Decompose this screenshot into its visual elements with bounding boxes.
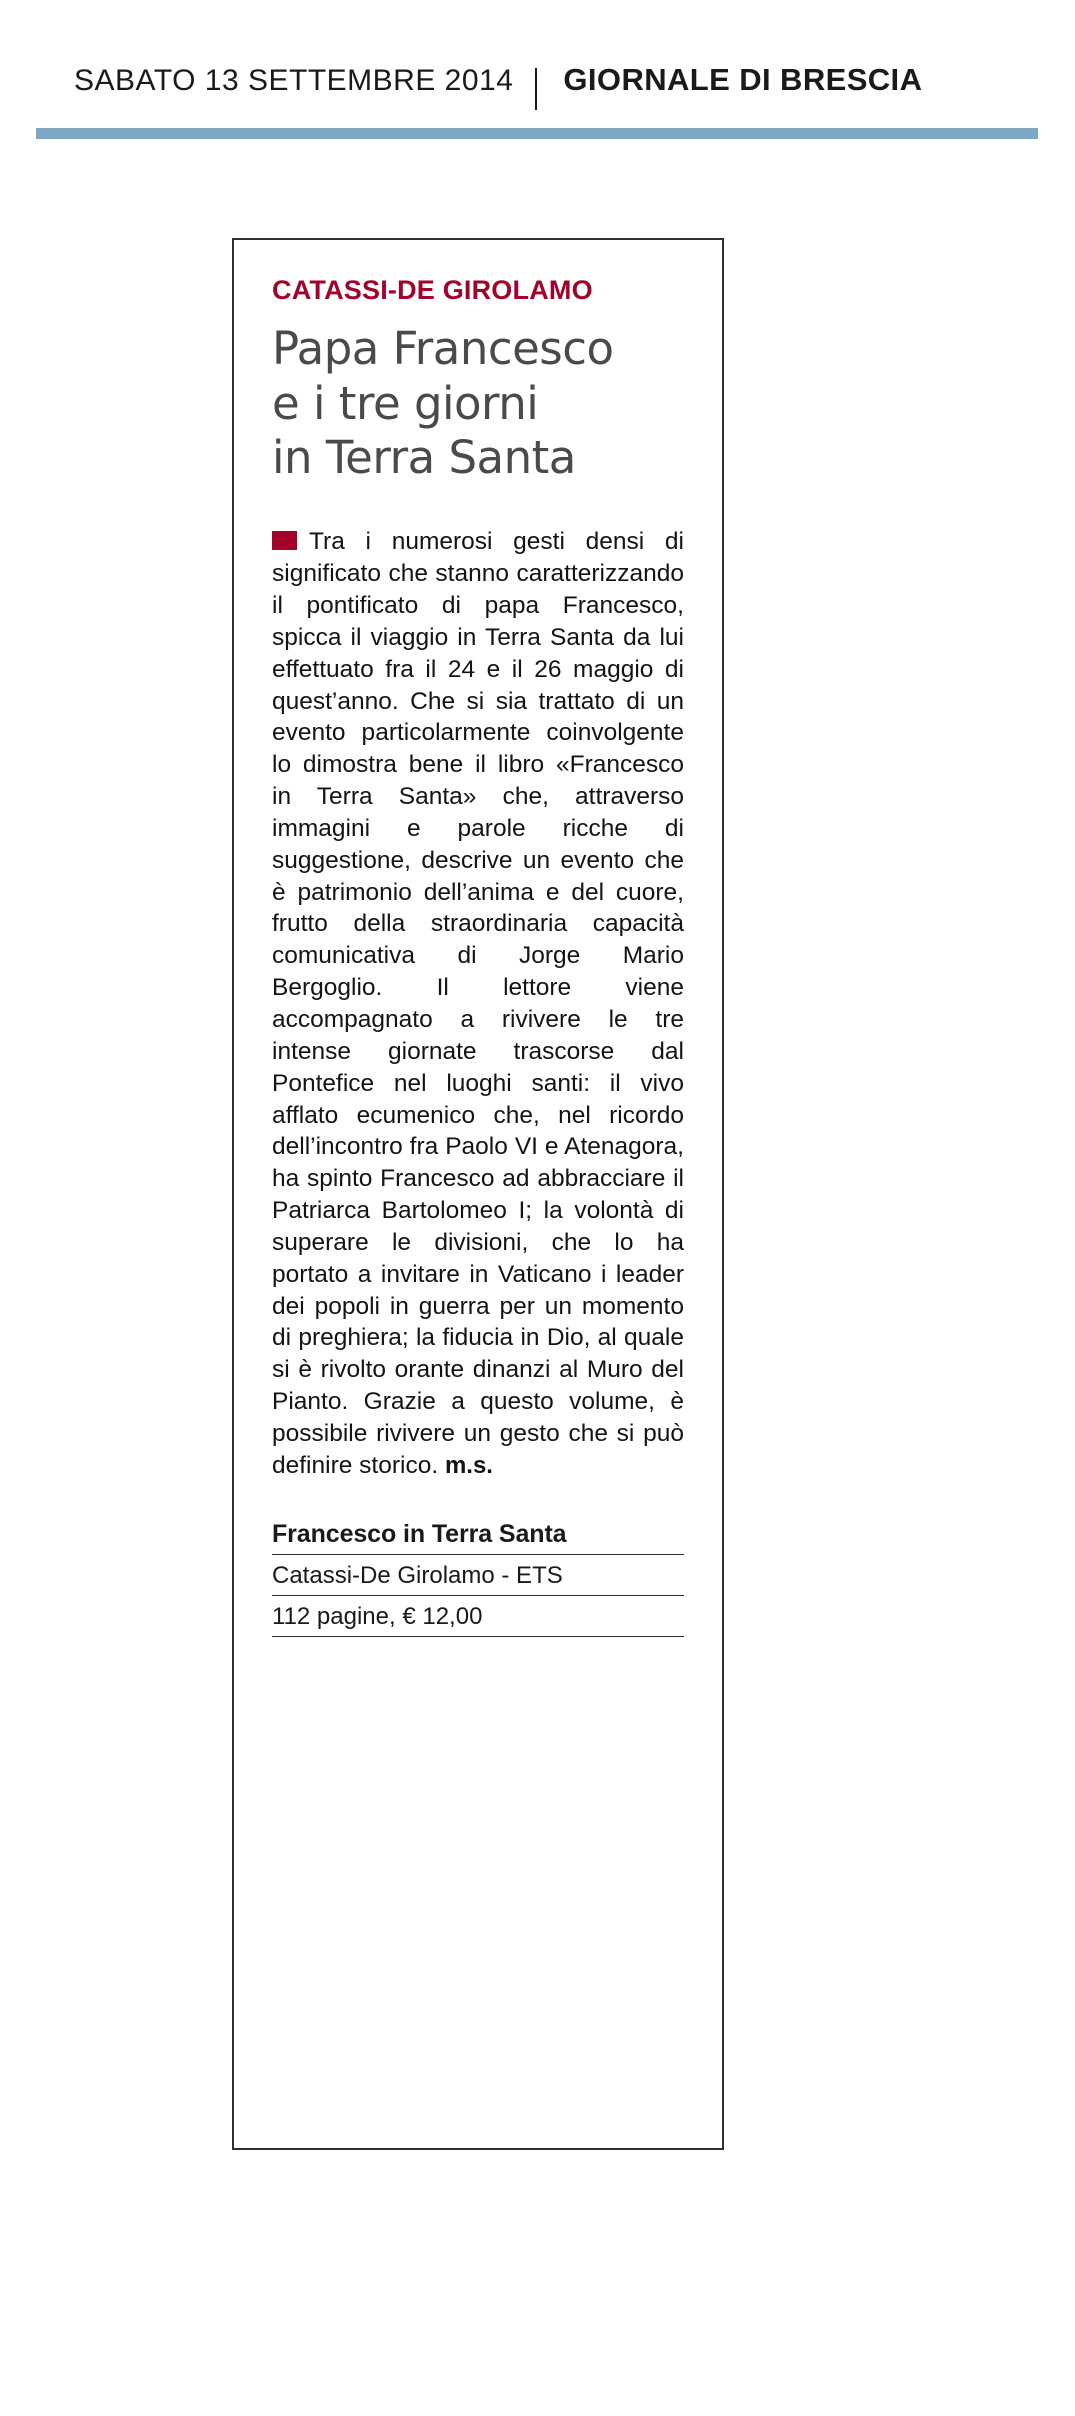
- headline-line-2: e i tre giorni: [272, 376, 539, 430]
- masthead-divider: [535, 68, 537, 110]
- lead-square-icon: [272, 531, 297, 550]
- article-body-text: Tra i numerosi gesti densi di significato che stanno caratterizzando il pontificato di papa Francesco, spicca il viaggio in Terra Santa da lui effettuato fra il 24 e il 26 maggio di quest’anno. Che si sia trattato di un evento particolarmente coinvolgente lo dimostra bene il libro «Francesco in Terra Santa» che, attraverso immagini e parole ricche di suggestione, descrive un evento che è patrimonio dell’anima e del cuore, frutto della straordinaria capacità comunicativa di Jorge Mario Bergoglio. Il lettore viene accompagnato a rivivere le tre intense giornate trascorse dal Pontefice nel luoghi santi: il vivo afflato ecumenico che, nel ricordo dell’incontro fra Paolo VI e Atenagora, ha spinto Francesco ad abbracciare il Patriarca Bartolomeo I; la volontà di superare le divisioni, che lo ha portato a invitare in Vaticano i leader dei popoli in guerra per un momento di preghiera; la fiducia in Dio, al quale si è rivolto orante dinanzi al Muro del Pianto. Grazie a questo volume, è possibile rivivere un gesto che si può definire storico.: [272, 528, 684, 1479]
- book-title: Francesco in Terra Santa: [272, 1519, 567, 1548]
- newspaper-title: GIORNALE DI BRESCIA: [563, 62, 923, 97]
- book-details: 112 pagine, € 12,00: [272, 1602, 483, 1630]
- book-title-line: [272, 1520, 684, 1555]
- headline-line-3: in Terra Santa: [272, 431, 576, 485]
- article-content: [234, 240, 722, 1637]
- book-publisher: Catassi-De Girolamo - ETS: [272, 1561, 563, 1589]
- article-body: [272, 526, 684, 1481]
- article-kicker: CATASSI-DE GIROLAMO: [272, 275, 593, 305]
- book-credits: [272, 1520, 684, 1637]
- book-publisher-line: [272, 1562, 684, 1596]
- masthead: [74, 62, 1001, 104]
- masthead-rule: [36, 128, 1038, 139]
- headline-line-1: Papa Francesco: [272, 321, 614, 375]
- article-signature: m.s.: [444, 1451, 493, 1479]
- article-headline: [272, 322, 684, 487]
- article-box: [232, 238, 724, 2150]
- book-details-line: [272, 1603, 684, 1637]
- masthead-date: SABATO 13 SETTEMBRE 2014: [74, 64, 514, 97]
